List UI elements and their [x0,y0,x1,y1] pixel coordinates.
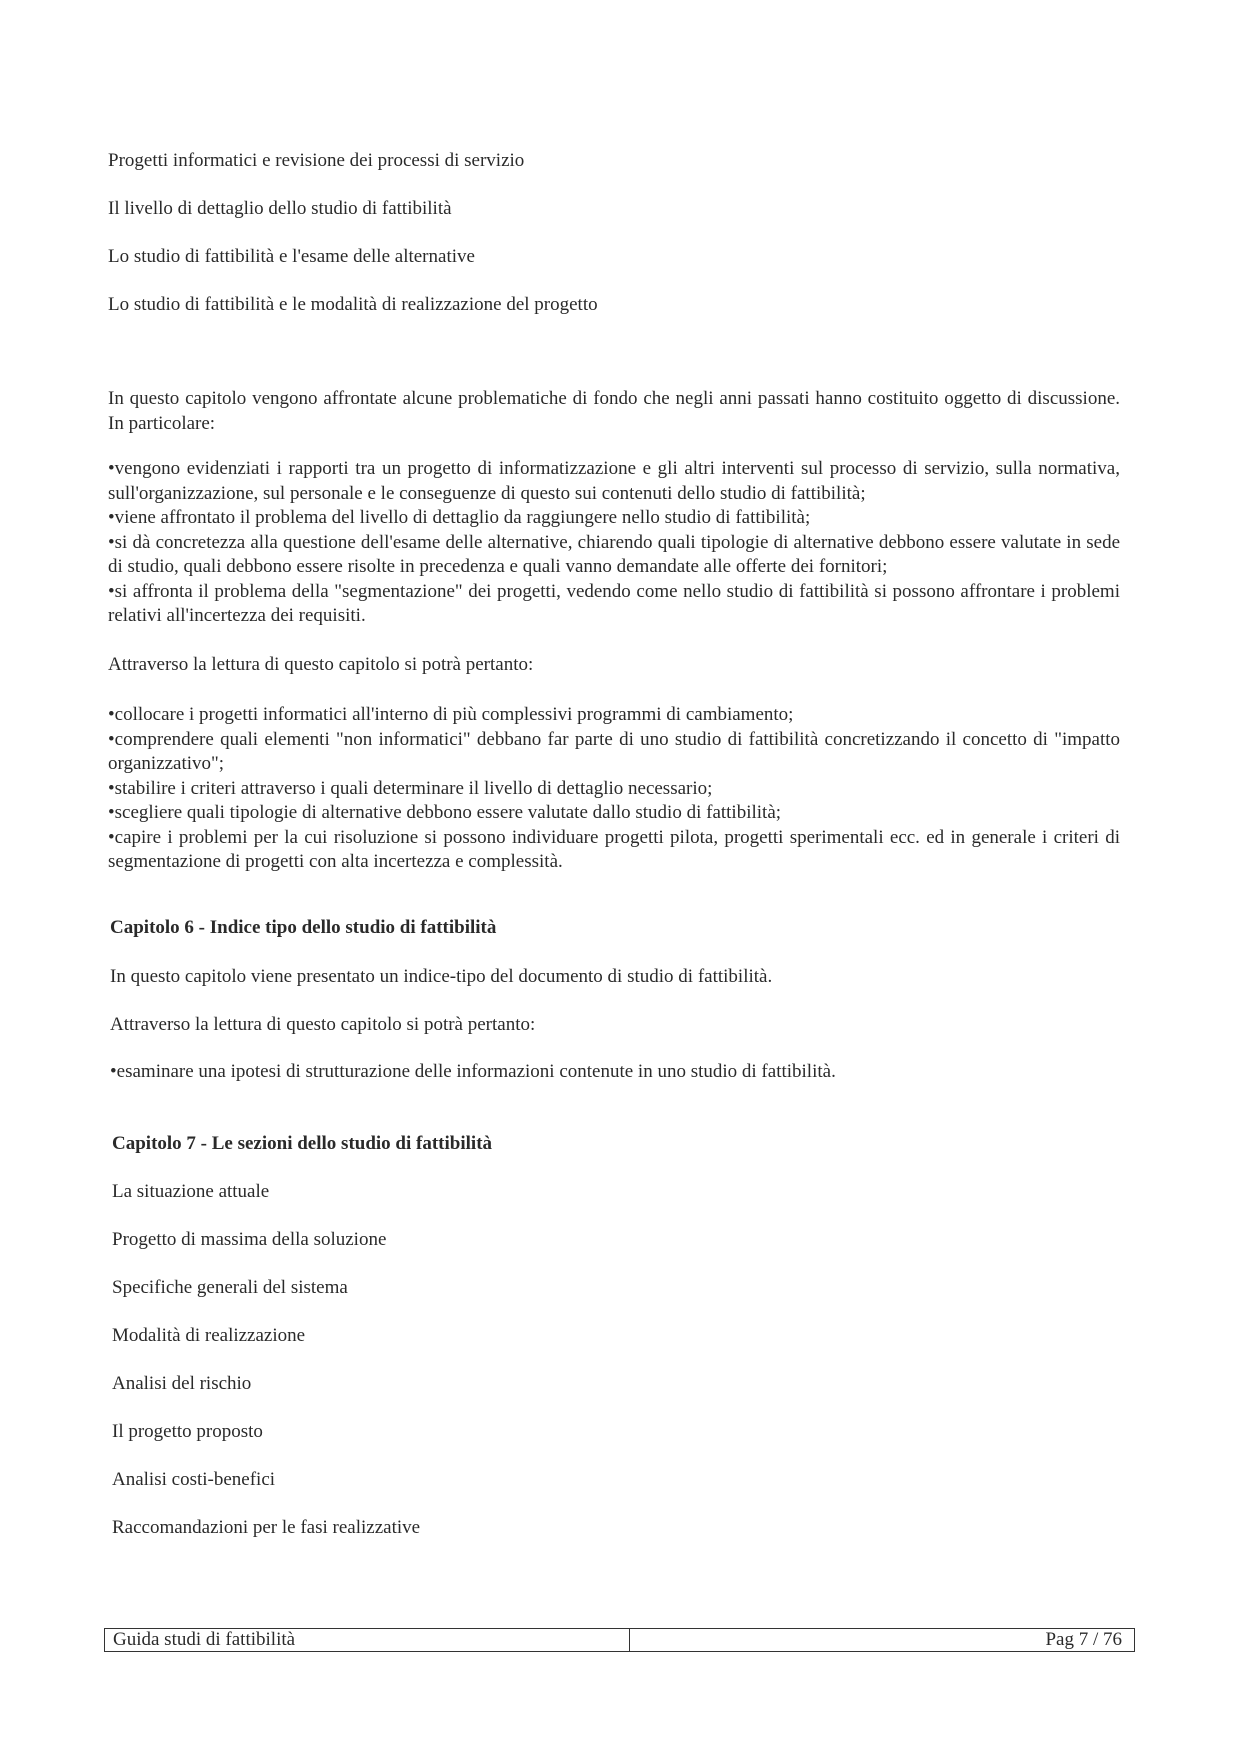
bullet-item: • stabilire i criteri attraverso i quali determinare il livello di dettaglio necessario; [108,777,1120,802]
bullet-item: • capire i problemi per la cui risoluzione si possono individuare progetti pilota, progetti sperimentali ecc. ed in generale i criteri di segmentazione di progetti con alta incertezza e complessità. [108,826,1120,875]
chapter7-section: Analisi costi-benefici [112,1469,276,1490]
chapter7-section: Progetto di massima della soluzione [112,1229,387,1250]
bullet-item: • viene affrontato il problema del livello di dettaglio da raggiungere nello studio di fattibilità; [108,506,1120,531]
intro-list-item: Lo studio di fattibilità e l'esame delle alternative [108,246,475,267]
chapter5-reading-points [108,703,1120,875]
chapter5-reading-intro: Attraverso la lettura di questo capitolo si potrà pertanto: [108,654,534,675]
chapter6-title: Capitolo 6 - Indice tipo dello studio di fattibilità [110,917,497,938]
chapter7-section: Analisi del rischio [112,1373,252,1394]
chapter7-section: Raccomandazioni per le fasi realizzative [112,1517,421,1538]
bullet-item: • esaminare una ipotesi di strutturazione delle informazioni contenute in uno studio di fattibilità. [110,1060,1122,1085]
chapter6-reading-intro: Attraverso la lettura di questo capitolo si potrà pertanto: [110,1014,536,1035]
chapter7-title: Capitolo 7 - Le sezioni dello studio di fattibilità [112,1133,493,1154]
bullet-item: • si dà concretezza alla questione dell'esame delle alternative, chiarendo quali tipologie di alternative debbono essere valutate in sede di studio, quali debbono essere risolte in precedenza e quali vanno demandate alle offerte dei fornitori; [108,531,1120,580]
bullet-item: • si affronta il problema della "segmentazione" dei progetti, vedendo come nello studio di fattibilità si possono affrontare i problemi relativi all'incertezza dei requisiti. [108,580,1120,629]
intro-list-item: Il livello di dettaglio dello studio di fattibilità [108,198,452,219]
bullet-item: • collocare i progetti informatici all'interno di più complessivi programmi di cambiamento; [108,703,1120,728]
intro-list-item: Lo studio di fattibilità e le modalità di realizzazione del progetto [108,294,598,315]
chapter6-intro: In questo capitolo viene presentato un indice-tipo del documento di studio di fattibilità. [110,966,773,987]
chapter5-intro: In questo capitolo vengono affrontate alcune problematiche di fondo che negli anni passati hanno costituito oggetto di discussione. In particolare: [108,388,1120,434]
chapter7-section: Specifiche generali del sistema [112,1277,348,1298]
bullet-item: • comprendere quali elementi "non informatici" debbano far parte di uno studio di fattibilità concretizzando il concetto di "impatto organizzativo"; [108,728,1120,777]
intro-list-item: Progetti informatici e revisione dei processi di servizio [108,150,525,171]
bullet-item: • scegliere quali tipologie di alternative debbono essere valutate dallo studio di fattibilità; [108,801,1120,826]
footer-page-number: Pag 7 / 76 [1045,1629,1122,1650]
chapter7-section: La situazione attuale [112,1181,270,1202]
page-footer [104,1628,1135,1652]
bullet-item: • vengono evidenziati i rapporti tra un progetto di informatizzazione e gli altri interventi sul processo di servizio, sulla normativa, sull'organizzazione, sul personale e le conseguenze di questo sui contenuti dello studio di fattibilità; [108,457,1120,506]
chapter5-points [108,457,1120,629]
chapter7-section: Modalità di realizzazione [112,1325,306,1346]
footer-document-title: Guida studi di fattibilità [105,1629,630,1651]
chapter7-section: Il progetto proposto [112,1421,263,1442]
chapter6-reading-points [110,1060,1122,1085]
